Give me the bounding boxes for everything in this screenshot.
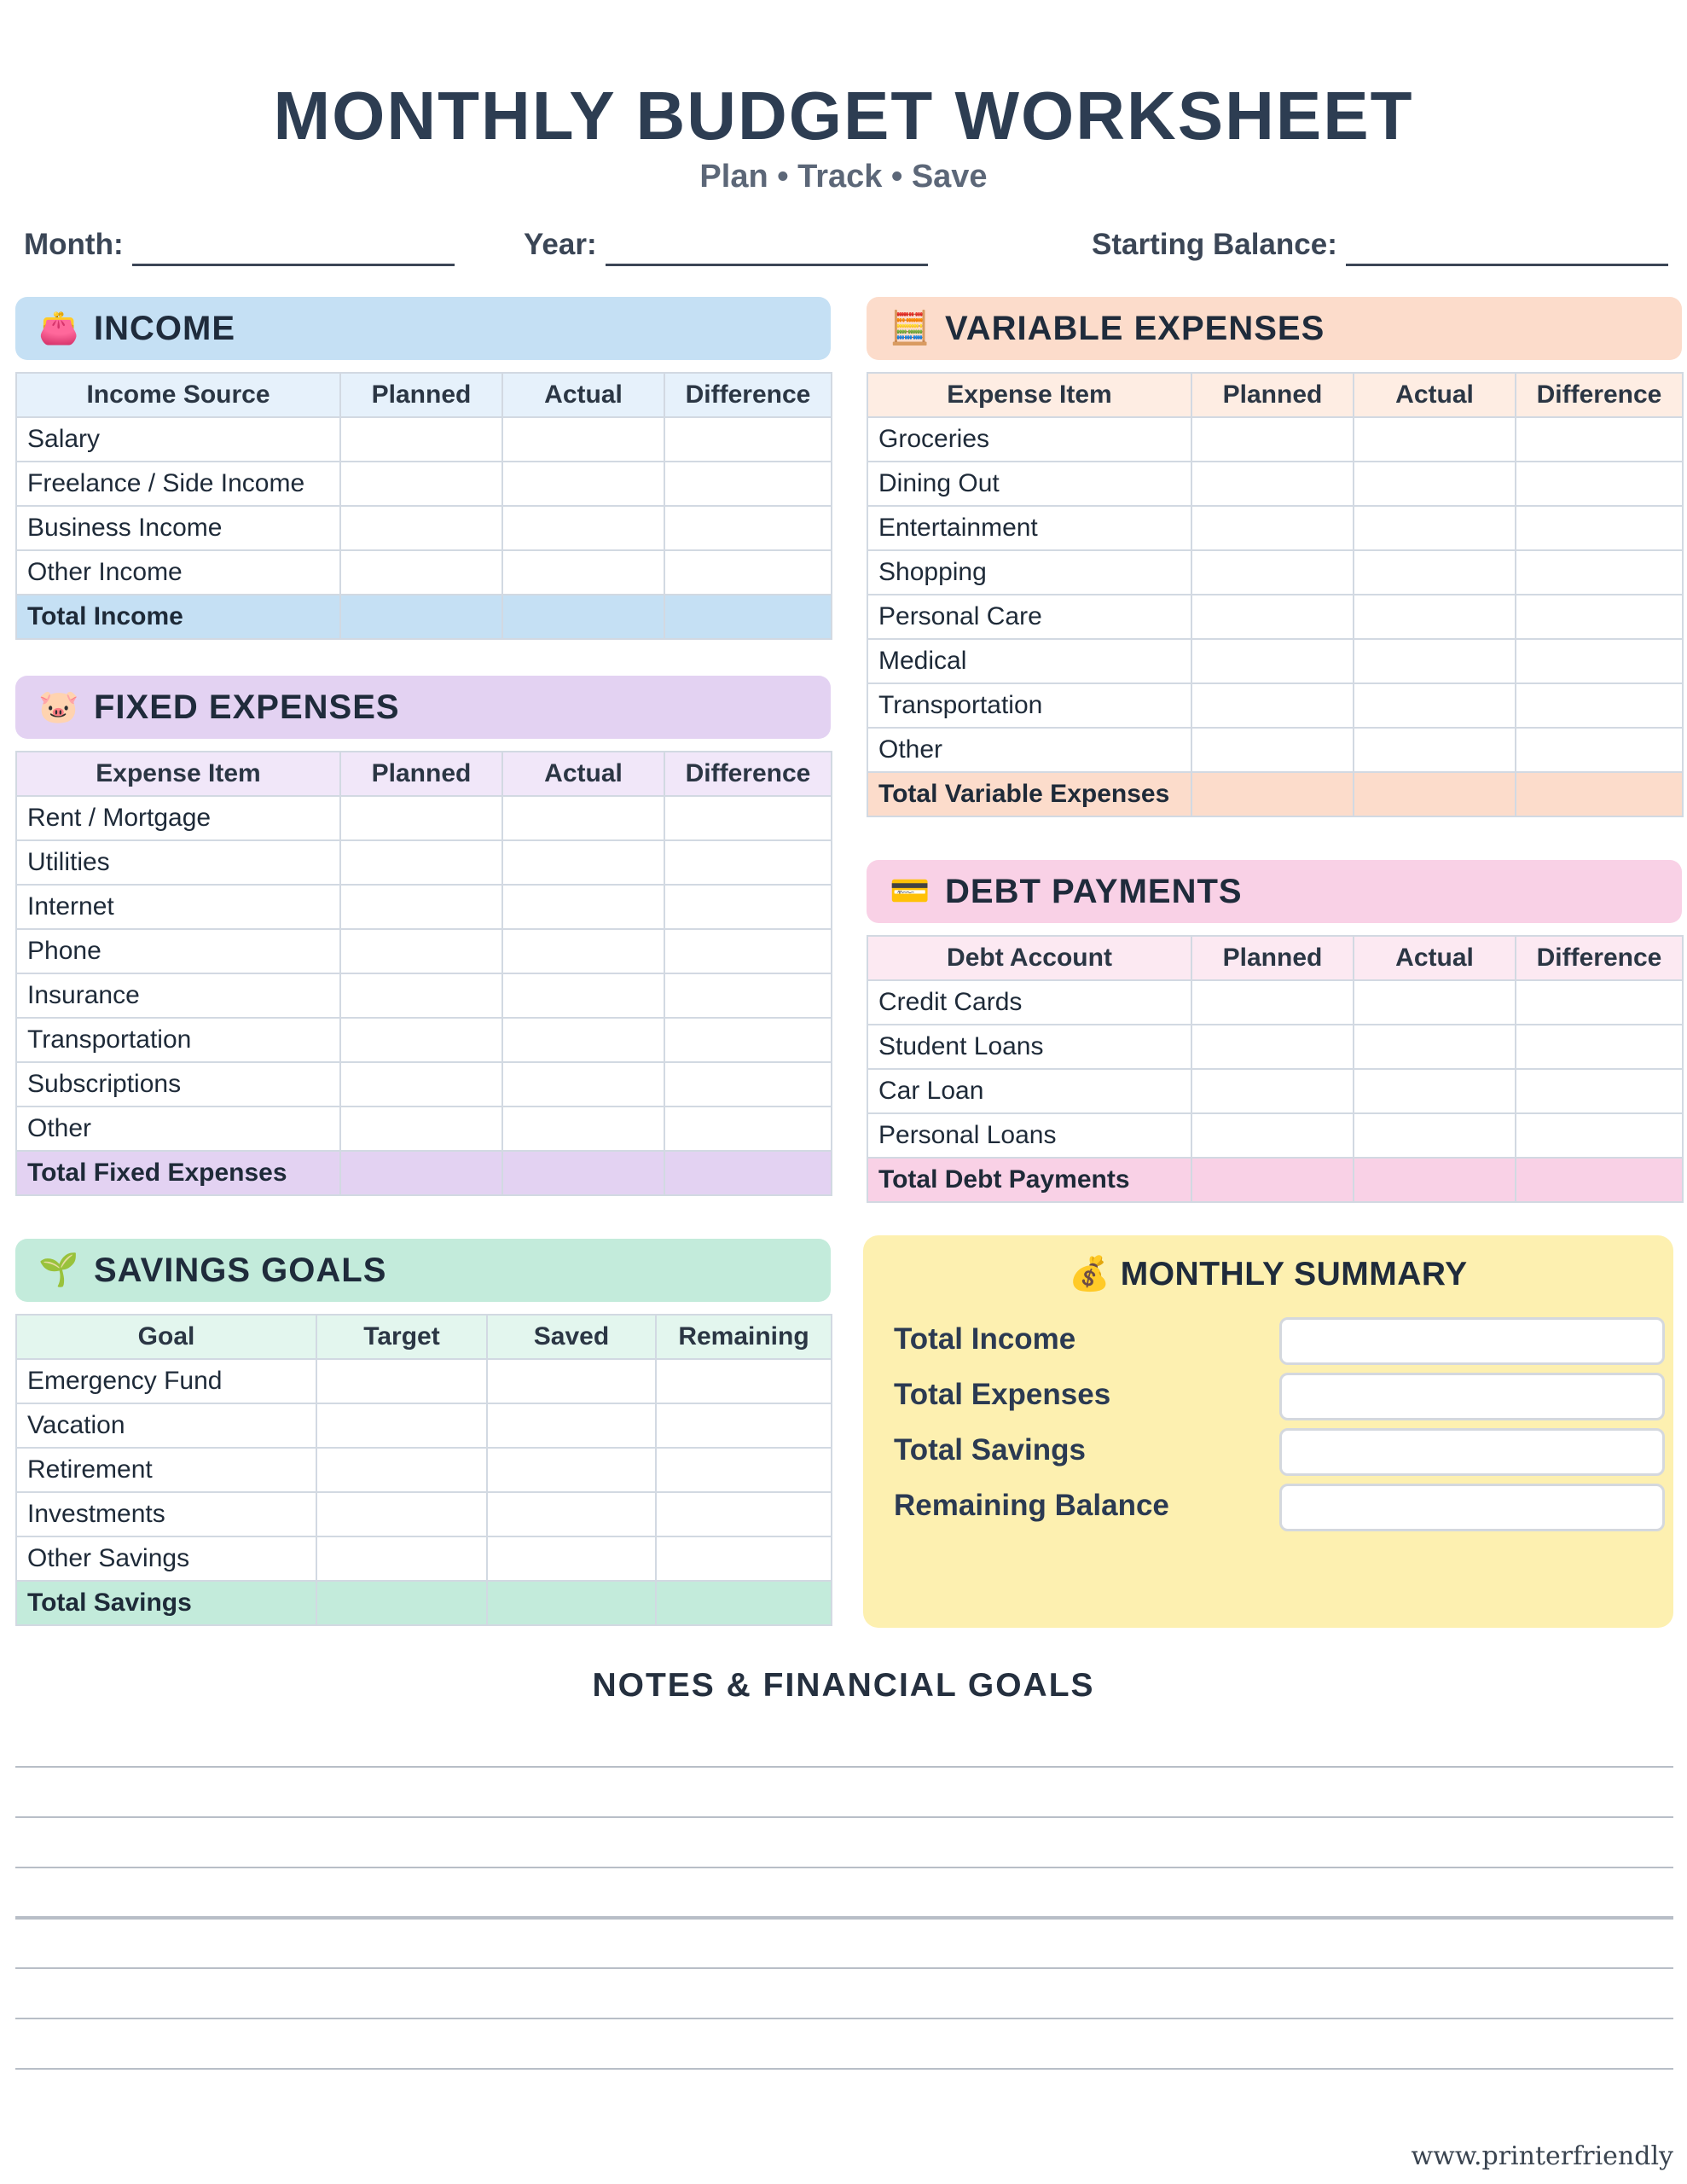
table-row	[867, 1025, 1683, 1069]
entry-cell[interactable]	[1354, 980, 1516, 1025]
entry-cell[interactable]	[487, 1492, 656, 1536]
table-row	[867, 980, 1683, 1025]
entry-cell[interactable]	[1191, 506, 1354, 550]
debt-payments-banner	[867, 860, 1682, 923]
column-header: Difference	[1516, 936, 1683, 980]
row-label: Subscriptions	[16, 1062, 340, 1107]
monthly-summary-panel	[863, 1235, 1673, 1628]
table-row	[867, 1113, 1683, 1158]
entry-cell[interactable]	[1516, 595, 1683, 639]
total-cell[interactable]	[502, 1151, 664, 1195]
row-label: Dining Out	[867, 462, 1191, 506]
total-cell[interactable]	[316, 1581, 487, 1625]
summary-label: Total Savings	[894, 1433, 1086, 1467]
entry-cell[interactable]	[502, 1018, 664, 1062]
notes-line[interactable]	[15, 1916, 1673, 1920]
table-row	[867, 639, 1683, 683]
entry-cell[interactable]	[487, 1403, 656, 1448]
row-label: Credit Cards	[867, 980, 1191, 1025]
entry-cell[interactable]	[1191, 1113, 1354, 1158]
entry-cell[interactable]	[1354, 728, 1516, 772]
total-label: Total Savings	[16, 1581, 316, 1625]
row-label: Transportation	[867, 683, 1191, 728]
entry-cell[interactable]	[1516, 639, 1683, 683]
entry-cell[interactable]	[1354, 417, 1516, 462]
row-label: Groceries	[867, 417, 1191, 462]
entry-cell[interactable]	[502, 506, 664, 550]
column-header: Saved	[487, 1315, 656, 1359]
column-header: Difference	[664, 752, 832, 796]
seedling-icon: 🌱	[38, 1252, 79, 1288]
entry-cell[interactable]	[1516, 728, 1683, 772]
abacus-icon: 🧮	[890, 311, 930, 346]
summary-row-total-income	[894, 1317, 1653, 1363]
table-row	[16, 973, 832, 1018]
table-row	[867, 506, 1683, 550]
variable-expenses-heading: VARIABLE EXPENSES	[945, 309, 1325, 347]
total-cell[interactable]	[1516, 772, 1683, 816]
total-cell[interactable]	[664, 1151, 832, 1195]
starting-balance-label: Starting Balance:	[1092, 228, 1337, 261]
entry-cell[interactable]	[502, 550, 664, 595]
column-header: Planned	[1191, 373, 1354, 417]
fixed-expenses-heading: FIXED EXPENSES	[94, 688, 400, 726]
entry-cell[interactable]	[502, 973, 664, 1018]
entry-cell[interactable]	[656, 1448, 832, 1492]
remaining-balance-input[interactable]	[1279, 1484, 1665, 1531]
table-row	[16, 1359, 832, 1403]
total-cell[interactable]	[1191, 772, 1354, 816]
table-header-row	[16, 373, 832, 417]
notes-line[interactable]	[15, 2018, 1673, 2019]
row-label: Other	[16, 1107, 340, 1151]
entry-cell[interactable]	[1354, 639, 1516, 683]
table-row	[16, 417, 832, 462]
income-heading: INCOME	[94, 309, 235, 347]
entry-cell[interactable]	[340, 885, 502, 929]
summary-label: Remaining Balance	[894, 1489, 1169, 1522]
column-header: Income Source	[16, 373, 340, 417]
total-cell[interactable]	[502, 595, 664, 639]
table-row	[16, 796, 832, 840]
table-row	[16, 506, 832, 550]
entry-cell[interactable]	[1191, 462, 1354, 506]
column-header: Actual	[1354, 936, 1516, 980]
entry-cell[interactable]	[664, 550, 832, 595]
table-row	[16, 1018, 832, 1062]
entry-cell[interactable]	[1516, 1113, 1683, 1158]
entry-cell[interactable]	[664, 1018, 832, 1062]
row-label: Investments	[16, 1492, 316, 1536]
entry-cell[interactable]	[502, 417, 664, 462]
entry-cell[interactable]	[1516, 1069, 1683, 1113]
notes-line[interactable]	[15, 1967, 1673, 1969]
row-label: Transportation	[16, 1018, 340, 1062]
entry-cell[interactable]	[664, 1062, 832, 1107]
variable-expenses-banner	[867, 297, 1682, 360]
fixed-expenses-banner	[15, 676, 831, 739]
row-label: Business Income	[16, 506, 340, 550]
fixed-expenses-section	[15, 676, 831, 1213]
total-cell[interactable]	[1354, 1158, 1516, 1202]
entry-cell[interactable]	[502, 796, 664, 840]
column-header: Expense Item	[16, 752, 340, 796]
table-row	[867, 417, 1683, 462]
table-header-row	[867, 936, 1683, 980]
entry-cell[interactable]	[502, 1062, 664, 1107]
row-label: Emergency Fund	[16, 1359, 316, 1403]
entry-cell[interactable]	[1516, 462, 1683, 506]
entry-cell[interactable]	[1354, 506, 1516, 550]
month-field[interactable]	[24, 224, 455, 266]
table-row	[16, 550, 832, 595]
total-row	[867, 772, 1683, 816]
entry-cell[interactable]	[1191, 639, 1354, 683]
entry-cell[interactable]	[340, 462, 502, 506]
table-row	[16, 1062, 832, 1107]
row-label: Salary	[16, 417, 340, 462]
entry-cell[interactable]	[502, 840, 664, 885]
piggy-bank-icon: 🐷	[38, 689, 79, 725]
column-header: Target	[316, 1315, 487, 1359]
monthly-summary-heading: MONTHLY SUMMARY	[1120, 1256, 1468, 1292]
entry-cell[interactable]	[664, 885, 832, 929]
month-input-line[interactable]	[132, 235, 455, 266]
entry-cell[interactable]	[1354, 1113, 1516, 1158]
income-section	[15, 297, 831, 651]
purse-icon: 👛	[38, 311, 79, 346]
row-label: Rent / Mortgage	[16, 796, 340, 840]
entry-cell[interactable]	[487, 1359, 656, 1403]
column-header: Actual	[502, 373, 664, 417]
summary-label: Total Income	[894, 1322, 1076, 1356]
year-input-line[interactable]	[606, 235, 928, 266]
table-row	[867, 550, 1683, 595]
column-header: Planned	[1191, 936, 1354, 980]
entry-cell[interactable]	[502, 929, 664, 973]
entry-cell[interactable]	[1354, 462, 1516, 506]
entry-cell[interactable]	[1354, 550, 1516, 595]
entry-cell[interactable]	[656, 1359, 832, 1403]
entry-cell[interactable]	[340, 1018, 502, 1062]
entry-cell[interactable]	[1516, 980, 1683, 1025]
savings-goals-section	[15, 1239, 831, 1640]
notes-heading: NOTES & FINANCIAL GOALS	[592, 1667, 1095, 1704]
table-row	[16, 1403, 832, 1448]
summary-row-remaining-balance	[894, 1484, 1653, 1530]
entry-cell[interactable]	[340, 417, 502, 462]
footer-url: www.printerfriendly	[1411, 2141, 1673, 2171]
total-label: Total Fixed Expenses	[16, 1151, 340, 1195]
entry-cell[interactable]	[502, 1107, 664, 1151]
page-subtitle: Plan • Track • Save	[699, 159, 988, 195]
income-table	[15, 372, 832, 640]
table-header-row	[867, 373, 1683, 417]
column-header: Expense Item	[867, 373, 1191, 417]
entry-cell[interactable]	[487, 1448, 656, 1492]
money-bag-icon: 💰	[1069, 1256, 1111, 1292]
entry-cell[interactable]	[316, 1536, 487, 1581]
entry-cell[interactable]	[664, 462, 832, 506]
row-label: Vacation	[16, 1403, 316, 1448]
table-row	[16, 885, 832, 929]
total-label: Total Income	[16, 595, 340, 639]
entry-cell[interactable]	[656, 1403, 832, 1448]
total-cell[interactable]	[340, 1151, 502, 1195]
entry-cell[interactable]	[1191, 417, 1354, 462]
row-label: Other	[867, 728, 1191, 772]
total-row	[16, 595, 832, 639]
total-label: Total Variable Expenses	[867, 772, 1191, 816]
entry-cell[interactable]	[502, 885, 664, 929]
table-header-row	[16, 1315, 832, 1359]
starting-balance-field[interactable]	[1092, 224, 1668, 266]
table-row	[867, 683, 1683, 728]
column-header: Remaining	[656, 1315, 832, 1359]
savings-table	[15, 1314, 832, 1626]
summary-row-total-expenses	[894, 1373, 1653, 1419]
savings-goals-heading: SAVINGS GOALS	[94, 1251, 387, 1289]
row-label: Entertainment	[867, 506, 1191, 550]
row-label: Personal Loans	[867, 1113, 1191, 1158]
column-header: Debt Account	[867, 936, 1191, 980]
entry-cell[interactable]	[1191, 728, 1354, 772]
entry-cell[interactable]	[1354, 683, 1516, 728]
entry-cell[interactable]	[664, 973, 832, 1018]
table-row	[16, 1536, 832, 1581]
column-header: Actual	[1354, 373, 1516, 417]
table-row	[867, 595, 1683, 639]
year-label: Year:	[524, 228, 597, 261]
income-banner	[15, 297, 831, 360]
monthly-summary-title	[863, 1254, 1673, 1293]
entry-cell[interactable]	[664, 417, 832, 462]
total-cell[interactable]	[664, 595, 832, 639]
entry-cell[interactable]	[664, 796, 832, 840]
column-header: Planned	[340, 752, 502, 796]
summary-row-total-savings	[894, 1428, 1653, 1474]
total-row	[867, 1158, 1683, 1202]
entry-cell[interactable]	[340, 550, 502, 595]
entry-cell[interactable]	[1516, 506, 1683, 550]
entry-cell[interactable]	[1354, 595, 1516, 639]
row-label: Internet	[16, 885, 340, 929]
entry-cell[interactable]	[487, 1536, 656, 1581]
entry-cell[interactable]	[664, 840, 832, 885]
table-row	[16, 840, 832, 885]
year-field[interactable]	[524, 224, 928, 266]
entry-cell[interactable]	[1354, 1025, 1516, 1069]
starting-balance-input-line[interactable]	[1346, 235, 1668, 266]
credit-card-icon: 💳	[890, 874, 930, 909]
column-header: Goal	[16, 1315, 316, 1359]
row-label: Student Loans	[867, 1025, 1191, 1069]
total-expenses-input[interactable]	[1279, 1373, 1665, 1420]
entry-cell[interactable]	[1191, 980, 1354, 1025]
table-row	[16, 1492, 832, 1536]
notes-line[interactable]	[15, 1766, 1673, 1768]
entry-cell[interactable]	[340, 1107, 502, 1151]
notes-line[interactable]	[15, 1816, 1673, 1818]
table-row	[16, 1448, 832, 1492]
total-row	[16, 1151, 832, 1195]
total-label: Total Debt Payments	[867, 1158, 1191, 1202]
entry-cell[interactable]	[340, 796, 502, 840]
entry-cell[interactable]	[316, 1448, 487, 1492]
entry-cell[interactable]	[1354, 1069, 1516, 1113]
entry-cell[interactable]	[316, 1403, 487, 1448]
row-label: Retirement	[16, 1448, 316, 1492]
entry-cell[interactable]	[340, 973, 502, 1018]
entry-cell[interactable]	[340, 929, 502, 973]
entry-cell[interactable]	[340, 1062, 502, 1107]
entry-cell[interactable]	[656, 1492, 832, 1536]
row-label: Personal Care	[867, 595, 1191, 639]
table-header-row	[16, 752, 832, 796]
entry-cell[interactable]	[340, 840, 502, 885]
entry-cell[interactable]	[1191, 1069, 1354, 1113]
entry-cell[interactable]	[502, 462, 664, 506]
total-cell[interactable]	[1191, 1158, 1354, 1202]
row-label: Freelance / Side Income	[16, 462, 340, 506]
table-row	[867, 1069, 1683, 1113]
entry-cell[interactable]	[1516, 417, 1683, 462]
variable-expenses-section	[867, 297, 1682, 834]
table-row	[867, 462, 1683, 506]
row-label: Phone	[16, 929, 340, 973]
table-row	[16, 462, 832, 506]
total-row	[16, 1581, 832, 1625]
entry-cell[interactable]	[1191, 550, 1354, 595]
entry-cell[interactable]	[1516, 683, 1683, 728]
entry-cell[interactable]	[1516, 1025, 1683, 1069]
entry-cell[interactable]	[340, 506, 502, 550]
entry-cell[interactable]	[656, 1536, 832, 1581]
table-row	[867, 728, 1683, 772]
fixed-table	[15, 751, 832, 1196]
page-title: MONTHLY BUDGET WORKSHEET	[273, 78, 1414, 154]
row-label: Insurance	[16, 973, 340, 1018]
entry-cell[interactable]	[316, 1359, 487, 1403]
column-header: Planned	[340, 373, 502, 417]
column-header: Actual	[502, 752, 664, 796]
entry-cell[interactable]	[1516, 550, 1683, 595]
debt-payments-heading: DEBT PAYMENTS	[945, 872, 1243, 910]
entry-cell[interactable]	[664, 1107, 832, 1151]
total-cell[interactable]	[487, 1581, 656, 1625]
notes-line[interactable]	[15, 2068, 1673, 2070]
total-cell[interactable]	[1516, 1158, 1683, 1202]
column-header: Difference	[1516, 373, 1683, 417]
entry-cell[interactable]	[1191, 595, 1354, 639]
table-row	[16, 1107, 832, 1151]
total-cell[interactable]	[340, 595, 502, 639]
row-label: Other Savings	[16, 1536, 316, 1581]
total-income-input[interactable]	[1279, 1317, 1665, 1365]
debt-table	[867, 935, 1684, 1203]
total-cell[interactable]	[656, 1581, 832, 1625]
entry-cell[interactable]	[1191, 683, 1354, 728]
row-label: Shopping	[867, 550, 1191, 595]
entry-cell[interactable]	[316, 1492, 487, 1536]
entry-cell[interactable]	[664, 506, 832, 550]
row-label: Medical	[867, 639, 1191, 683]
table-row	[16, 929, 832, 973]
entry-cell[interactable]	[1191, 1025, 1354, 1069]
column-header: Difference	[664, 373, 832, 417]
debt-payments-section	[867, 860, 1682, 1214]
notes-line[interactable]	[15, 1867, 1673, 1868]
savings-goals-banner	[15, 1239, 831, 1302]
variable-table	[867, 372, 1684, 817]
month-label: Month:	[24, 228, 124, 261]
row-label: Other Income	[16, 550, 340, 595]
summary-label: Total Expenses	[894, 1378, 1111, 1411]
total-savings-input[interactable]	[1279, 1428, 1665, 1476]
row-label: Utilities	[16, 840, 340, 885]
total-cell[interactable]	[1354, 772, 1516, 816]
row-label: Car Loan	[867, 1069, 1191, 1113]
entry-cell[interactable]	[664, 929, 832, 973]
